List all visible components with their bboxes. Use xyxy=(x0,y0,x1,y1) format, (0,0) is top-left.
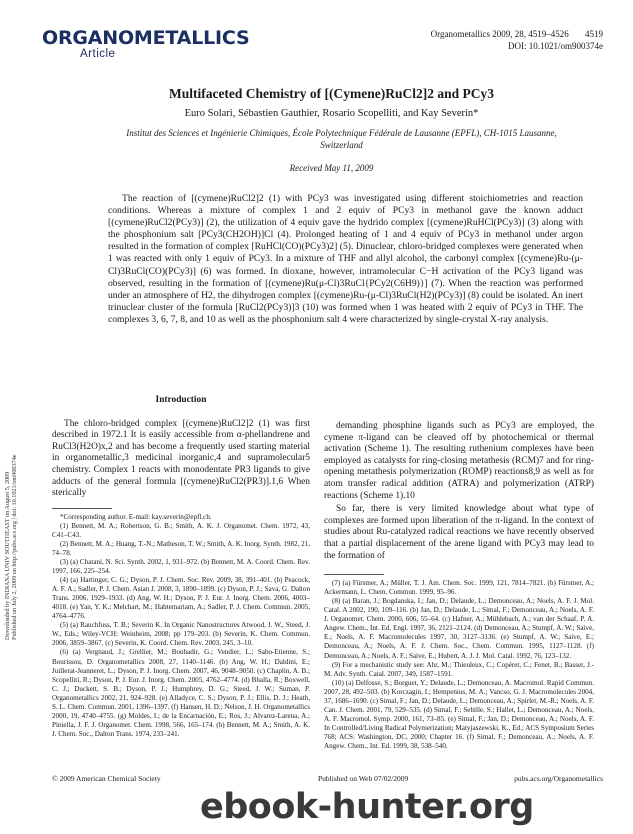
journal-logo xyxy=(42,28,249,60)
footnote-ref-5[interactable]: (5) (a) Rauchfuss, T. B.; Severin K. In Organic Nanostructures Atwood, J. W., Steed, J. W., Eds.; Wiley-VCH: Weinheim, 2008; pp 179–203. (b) Severin, K. Chem. Commun. 2006, 3859–3867. (c) Severin, K. Coord. Chem. Rev. 2003, 245, 3–10. xyxy=(52,621,310,648)
published-date-footer: Published on Web 07/02/2009 xyxy=(318,774,409,783)
watermark: ebook-hunter.org xyxy=(200,787,534,827)
intro-paragraph-right-2: So far, there is very limited knowledge about what type of complexes are formed upon liberation of the π-ligand. In the context of studies about Ru-catalyzed radical reactions we have recently observed that a partial displacement of the arene ligand with PCy3 may lead to the formation of xyxy=(324,504,594,561)
abstract xyxy=(108,193,583,326)
footnote-ref-7[interactable]: (7) (a) Fürstner, A.; Müller, T. J. Am. Chem. Soc. 1999, 121, 7814–7821. (b) Fürstner, A.; Ackermann, L. Chem. Commun. 1999, 95–96. xyxy=(324,579,594,597)
copyright-footer: © 2009 American Chemical Society xyxy=(52,774,161,783)
intro-paragraph-right-1: demanding phosphine ligands such as PCy3 are employed, the cymene π-ligand can be cleaved off by photochemical or thermal activation (Scheme 1). The resulting ruthenium complexes have been employed as catalysts for ring-closing metathesis (RCM)7 and for ring-opening metathesis polymerization (ROMP) reactions8,9 as well as for atom transfer radical addition (ATRA) and polymerization (ATRP) reactions (Scheme 1).10 xyxy=(324,421,594,501)
page-number: 4519 xyxy=(585,29,603,39)
journal-citation: Organometallics 2009, 28, 4519–4526 xyxy=(430,29,569,39)
doi-text: DOI: 10.1021/om900374e xyxy=(508,41,603,51)
footnote-divider-right xyxy=(324,574,384,575)
intro-paragraph-left: The chloro-bridged complex [(cymene)RuCl2]2 (1) was first described in 1972.1 It is easily accessible from α-phellandrene and RuCl3(H2O)x,2 and has become a frequently used starting material in organometallic,3 medicinal inorganic,4 and supramolecular5 chemistry. Complex 1 reacts with monodentate PR3 ligands to give adducts of the general formula [(cymene)RuCl2(PR3)].1,6 When sterically xyxy=(52,418,310,499)
author-list: Euro Solari, Sébastien Gauthier, Rosario Scopelliti, and Kay Severin* xyxy=(184,108,479,119)
footnotes-left xyxy=(52,513,310,739)
side-note-line-1: Downloaded by INDIANA UNIV SOUTHEAST on August 5, 2009 xyxy=(4,471,11,640)
footnote-corresponding-author: *Corresponding author. E-mail: kay.severin@epfl.ch. xyxy=(60,512,212,521)
introduction-heading: Introduction xyxy=(155,395,207,405)
received-date: Received May 11, 2009 xyxy=(289,163,374,173)
article-title: Multifaceted Chemistry of [(Cymene)RuCl2]2 and PCy3 xyxy=(168,86,495,101)
footnotes-right xyxy=(324,579,594,751)
footnote-ref-3[interactable]: (3) (a) Chatani, N. Sci. Synth. 2002, 1, 931–972. (b) Bennett, M. A. Coord. Chem. Rev. 1997, 166, 225–254. xyxy=(52,557,310,576)
footnote-ref-1[interactable]: (1) Bennett, M. A.; Robertson, G. B.; Smith, A. K. J. Organomet. Chem. 1972, 43, C41–C43. xyxy=(52,521,310,539)
right-column xyxy=(324,421,594,751)
footnote-ref-8[interactable]: (8) (a) Baran, J.; Bogdanska, I.; Jan, D.; Delaude, L.; Demonceau, A.; Noels, A. F. J. Mol. Catal. A 2002, 190, 109–116. (b) Jan, D.; Delaude, L.; Simal, F.; Demonceau, A.; Noels, A. F. J. Organomet. Chem. 2000, 606, 55–64. (c) Hafner, A.; Mühlebach, A.; van der Schaaf, P. A. Angew. Chem., Int. Ed. Engl. 1997, 36, 2121–2124. (d) Demonceau, A.; Stumpf, A. W.; Saive, E.; Noels, A. F. Macromolecules 1997, 30, 3127–3136. (e) Stumpf, A. W.; Saive, E.; Demonceau, A.; Noels, A. F. J. Chem. Soc., Chem. Commun. 1995, 1127–1128. (f) Demonceau, A.; Noels, A. F.; Saive, E.; Hubert, A. J. J. Mol. Catal. 1992, 76, 123–132. xyxy=(324,597,594,660)
journal-logo-text: ORGANOMETALLICS xyxy=(42,27,250,49)
footnote-divider xyxy=(52,508,112,509)
affiliation: Institut des Sciences et Ingénierie Chimiques, École Polytechnique Fédérale de Lausanne (EPFL), CH-1015 Lausanne, Switzerland xyxy=(126,128,557,150)
footnote-ref-6[interactable]: (6) (a) Vergnaud, J.; Grellier, M.; Bouhadir, G.; Vendier, L.; Sabo-Etienne, S.; Bourissou, D. Organometallics 2008, 27, 1140–1146. (b) Ang, W. H.; Daldini, E.; Juillerat-Jeanneret, L.; Dyson, P. J. Inorg. Chem. 2007, 46, 9048–9050. (c) Chaplin, A. B.; Scopelliti, R.; Dyson, P. J. Eur. J. Inorg. Chem. 2005, 4762–4774. (d) Bhalla, R.; Boxwell, C. J.; Duckett, S. B.; Dyson, P. J.; Humphrey, D. G.; Steed, J. W.; Suman, P. Organometallics 2002, 21, 924–928. (e) Alladyce, C. S.; Dyson, P. J.; Ellis, D. J.; Heath, S. L. Chem. Commun. 2001, 1396–1397. (f) Hansen, H. D.; Nelson, J. H. Organometallics 2000, 19, 4740–4755. (g) Moldes, I.; de la Encarnación, E.; Ros, J.; Alvarez-Larena, A.; Piniella, J. F. J. Organomet. Chem. 1998, 566, 165–174. (h) Bennett, M. A.; Smith, A. K. J. Chem. Soc., Dalton Trans. 1974, 233–241. xyxy=(52,648,310,738)
article-type-label: Article xyxy=(80,48,116,60)
footnote-ref-10[interactable]: (10) (a) Delfosse, S.; Borguet, Y.; Delaude, L.; Demonceau, A. Macromol. Rapid Commun. 2007, 28, 492–503. (b) Korczagin, I.; Hempenius, M. A.; Vancso, G. J. Macromolecules 2004, 37, 1686–1690. (c) Simal, F.; Jan, D.; Delaude, L.; Demonceau, A.; Spirlet, M.-R.; Noels, A. F. Can. J. Chem. 2001, 79, 529–535. (d) Simal, F.; Sebille, S.; Hallet, L.; Demonceau, A.; Noels, A. F. Macromol. Symp. 2000, 161, 73–85. (e) Simal, F.; Jan, D.; Demonceau, A.; Noels, A. F. In Controlled/Living Radical Polymerization; Matyjaszewski, K., Ed.; ACS Symposium Series 768; ACS: Washington, DC, 2000; Chapter 16. (f) Simal, F.; Demonceau, A.; Noels, A. F. Angew. Chem., Int. Ed. 1999, 38, 538–540. xyxy=(324,678,594,750)
abstract-text: The reaction of [(cymene)RuCl2]2 (1) with PCy3 was investigated using different stoichiometries and reaction conditions. Whereas a mixture of complex 1 and 2 equiv of PCy3 in methanol gave the known adduct [(cymene)RuCl2(PCy3)] (2), the utilization of 4 equiv gave the hydrido complex [(cymene)RuHCl(PCy3)] (3) along with the phosphonium salt [PCy3(CH2OH)]Cl (4). Prolonged heating of 1 and 4 equiv of PCy3 in methanol under argon resulted in the formation of complex [RuHCl(CO)(PCy3)2] (5). Dinuclear, chloro-bridged complexes were generated when 1 was reacted with only 1 equiv of PCy3. In a mixture of THF and allyl alcohol, the carbonyl complex [(cymene)Ru-(μ-Cl)3RuCl(CO)(PCy3)] (6) was formed. In dioxane, however, intramolecular C−H activation of the PCy3 ligand was observed, resulting in the formation of [(cymene)Ru(μ-Cl)3RuCl{PCy2(C6H9)}] (7). When the reaction was performed under an atmosphere of H2, the dihydrogen complex [(cymene)Ru-(μ-Cl)3RuCl(H2)(PCy3)] (8) could be isolated. An inert trinuclear cluster of the formula [RuCl2(PCy3)]3 (10) was formed when 1 was heated with 2 equiv of PCy3 in THF. The complexes 3, 6, 7, 8, and 10 as well as the phosphonium salt 4 were characterized by single-crystal X-ray analysis. xyxy=(108,193,583,325)
side-note-line-2: Published on July 2, 2009 on http://pubs.acs.org | doi: 10.1021/om900374e xyxy=(11,454,18,640)
left-column xyxy=(52,395,310,739)
journal-url-footer[interactable]: pubs.acs.org/Organometallics xyxy=(514,774,603,783)
footnote-ref-2[interactable]: (2) Bennett, M. A.; Huang, T.-N.; Matheson, T. W.; Smith, A. K. Inorg. Synth. 1982, 21, 74–78. xyxy=(52,539,310,557)
footnote-ref-4[interactable]: (4) (a) Hartinger, C. G.; Dyson, P. J. Chem. Soc. Rev. 2009, 38, 391–401. (b) Peacock, A. F. A.; Sadler, P. J. Chem. Asian J. 2008, 3, 1890–1899. (c) Dyson, P. J.; Sava, G. Dalton Trans. 2006, 1929–1933. (d) Ang, W. H.; Dyson, P. J. Eur. J. Inorg. Chem. 2006, 4003–4018. (e) Yan, Y. K.; Melchart, M.; Habtemariam, A.; Sadler, P. J. Chem. Commun. 2005, 4764–4776. xyxy=(52,576,310,621)
footnote-ref-9[interactable]: (9) For a mechanistic study see: Ahr, M.; Thieuleux, C.; Copéret, C.; Fenet, B.; Basset, J.-M. Adv. Synth. Catal. 2007, 349, 1587–1591. xyxy=(324,660,594,678)
download-side-note xyxy=(4,300,18,640)
journal-citation-header xyxy=(431,28,603,52)
